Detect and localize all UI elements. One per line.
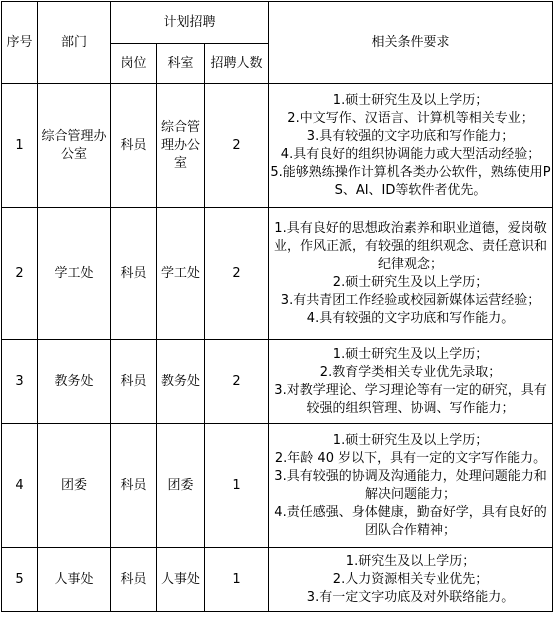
cell-section: 人事处	[157, 548, 205, 612]
cell-position: 科员	[111, 84, 157, 208]
table-row	[2, 424, 553, 548]
requirement-line: 4.责任感强、身体健康，勤奋好学，具有良好的团队合作精神；	[274, 504, 547, 538]
cell-no: 2	[2, 208, 38, 340]
requirement-line: 1.硕士研究生及以上学历；	[332, 432, 489, 448]
requirement-line: 3.有共青团工作经验或校园新媒体运营经验；	[280, 292, 541, 308]
cell-no: 4	[2, 424, 38, 548]
cell-section: 学工处	[157, 208, 205, 340]
cell-count: 2	[205, 208, 269, 340]
cell-no: 3	[2, 340, 38, 424]
header-position: 岗位	[111, 44, 157, 84]
table-row	[2, 548, 553, 612]
requirement-line: 1.研究生及以上学历；	[345, 553, 476, 569]
header-count: 招聘人数	[205, 44, 269, 84]
cell-no: 1	[2, 84, 38, 208]
header-section: 科室	[157, 44, 205, 84]
cell-dept: 综合管理办公室	[38, 84, 111, 208]
header-requirements: 相关条件要求	[269, 2, 553, 84]
cell-position: 科员	[111, 340, 157, 424]
cell-position: 科员	[111, 424, 157, 548]
cell-position: 科员	[111, 208, 157, 340]
requirement-line: 2.年龄 40 岁以下，具有一定的文字写作能力。	[274, 450, 547, 466]
requirement-line: 2.中文写作、汉语言、计算机等相关专业；	[287, 110, 534, 126]
cell-dept: 教务处	[38, 340, 111, 424]
cell-dept: 团委	[38, 424, 111, 548]
cell-position: 科员	[111, 548, 157, 612]
cell-count: 1	[205, 548, 269, 612]
cell-count: 2	[205, 84, 269, 208]
cell-requirements	[269, 548, 553, 612]
requirement-line: 1.具有良好的思想政治素养和职业道德，爱岗敬业，作风正派，有较强的组织观念、责任意识和纪律观念；	[273, 220, 547, 272]
cell-count: 2	[205, 340, 269, 424]
header-dept: 部门	[38, 2, 111, 84]
cell-dept: 学工处	[38, 208, 111, 340]
requirement-line: 1.硕士研究生及以上学历；	[332, 92, 489, 108]
requirement-line: 2.人力资源相关专业优先；	[332, 571, 489, 587]
requirement-line: 3.具有较强的协调及沟通能力，处理问题能力和解决问题能力；	[274, 468, 547, 502]
requirement-line: 2.硕士研究生及以上学历；	[332, 274, 489, 290]
cell-section: 教务处	[157, 340, 205, 424]
cell-requirements	[269, 424, 553, 548]
requirement-line: 4.具有较强的文字功底和写作能力。	[306, 310, 515, 326]
requirement-line: 1.硕士研究生及以上学历；	[332, 346, 489, 362]
requirement-line: 3.对教学理论、学习理论等有一定的研究，具有较强的组织管理、协调、写作能力；	[274, 382, 547, 416]
recruitment-table	[1, 1, 553, 612]
requirement-line: 3.有一定文字功底及对外联络能力。	[306, 589, 515, 605]
cell-dept: 人事处	[38, 548, 111, 612]
requirement-line: 4.具有良好的组织协调能力或大型活动经验；	[280, 146, 541, 162]
requirement-line: 3.具有较强的文字功底和写作能力；	[306, 128, 515, 144]
table-row	[2, 84, 553, 208]
cell-requirements	[269, 340, 553, 424]
header-no: 序号	[2, 2, 38, 84]
cell-section: 综合管理办公室	[157, 84, 205, 208]
cell-requirements	[269, 84, 553, 208]
cell-section: 团委	[157, 424, 205, 548]
cell-no: 5	[2, 548, 38, 612]
table-row	[2, 208, 553, 340]
cell-count: 1	[205, 424, 269, 548]
requirement-line: 2.教育学类相关专业优先录取；	[319, 364, 502, 380]
header-row-1	[2, 2, 553, 44]
cell-requirements	[269, 208, 553, 340]
header-plan: 计划招聘	[111, 2, 269, 44]
requirement-line: 5.能够熟练操作计算机各类办公软件，熟练使用PS、AI、ID等软件者优先。	[270, 164, 551, 198]
table-row	[2, 340, 553, 424]
